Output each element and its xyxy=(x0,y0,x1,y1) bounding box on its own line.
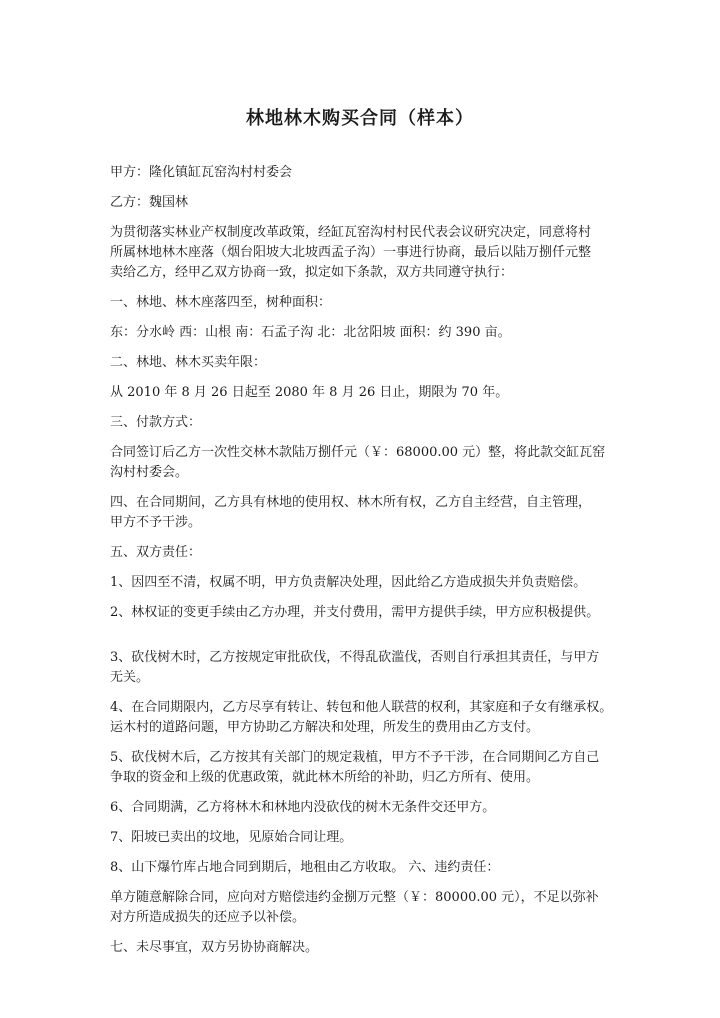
breach-line-1: 单方随意解除合同，应向对方赔偿违约金捌万元整（￥：80000.00 元），不足以弥补 xyxy=(110,890,599,905)
section-2-heading: 二、林地、林木买卖年限： xyxy=(110,355,267,370)
clause-6: 6、合同期满，乙方将林木和林地内没砍伐的树木无条件交还甲方。 xyxy=(110,800,496,815)
section-3-payment-line-2: 沟村村委会。 xyxy=(110,465,189,480)
clause-5-line-2: 争取的资金和上级的优惠政策，就此林木所给的补助，归乙方所有、使用。 xyxy=(110,770,540,785)
clause-4-line-2: 运木村的道路问题，甲方协助乙方解决和处理，所发生的费用由乙方支付。 xyxy=(110,720,540,735)
clause-3-line-1: 3、砍伐树木时，乙方按规定审批砍伐，不得乱砍滥伐，否则自行承担其责任，与甲方 xyxy=(110,650,600,665)
section-3-payment-line-1: 合同签订后乙方一次性交林木款陆万捌仟元（￥：68000.00 元）整，将此款交缸瓦窑 xyxy=(110,445,606,460)
clause-5-line-1: 5、砍伐树木后，乙方按其有关部门的规定栽植，甲方不予干涉，在合同期间乙方自己 xyxy=(110,750,600,765)
document-title: 林地林木购买合同（样本） xyxy=(246,108,474,129)
breach-line-2: 对方所造成损失的还应予以补偿。 xyxy=(110,910,306,925)
preamble-line-1: 为贯彻落实林业产权制度改革政策，经缸瓦窑沟村村民代表会议研究决定，同意将村 xyxy=(110,225,592,240)
preamble-line-2: 所属林地林木座落（烟台阳坡大北坡西孟子沟）一事进行协商，最后以陆万捌仟元整 xyxy=(110,245,592,260)
section-1-heading: 一、林地、林木座落四至，树种面积： xyxy=(110,295,332,310)
section-2-term: 从 2010 年 8 月 26 日起至 2080 年 8 月 26 日止，期限为 70 年。 xyxy=(110,385,509,400)
clause-1: 1、因四至不清，权属不明，甲方负责解决处理，因此给乙方造成损失并负责赔偿。 xyxy=(110,575,587,590)
section-1-boundaries: 东：分水岭 西：山根 南：石孟子沟 北：北岔阳坡 面积：约 390 亩。 xyxy=(110,325,511,340)
clause-3-line-2: 无关。 xyxy=(110,670,150,685)
clause-4-line-1: 4、在合同期限内，乙方尽享有转让、转包和他人联营的权利，其家庭和子女有继承权。 xyxy=(110,700,613,715)
party-a-line: 甲方：隆化镇缸瓦窑沟村村委会 xyxy=(110,165,293,180)
section-5-heading: 五、双方责任： xyxy=(110,545,202,560)
section-4-line-2: 甲方不予干涉。 xyxy=(110,515,202,530)
clause-2: 2、林权证的变更手续由乙方办理，并支付费用，需甲方提供手续，甲方应积极提供。 xyxy=(110,605,600,620)
party-b-line: 乙方：魏国林 xyxy=(110,195,189,210)
preamble-line-3: 卖给乙方，经甲乙双方协商一致，拟定如下条款，双方共同遵守执行： xyxy=(110,265,514,280)
clause-7: 7、阳坡已卖出的坟地，见原始合同让理。 xyxy=(110,830,353,845)
clause-8: 8、山下爆竹库占地合同到期后，地租由乙方收取。 六、违约责任： xyxy=(110,860,500,875)
section-7: 七、未尽事宜，双方另协协商解决。 xyxy=(110,940,319,955)
section-4-line-1: 四、在合同期间，乙方具有林地的使用权、林木所有权，乙方自主经营，自主管理， xyxy=(110,495,592,510)
section-3-heading: 三、付款方式： xyxy=(110,415,202,430)
